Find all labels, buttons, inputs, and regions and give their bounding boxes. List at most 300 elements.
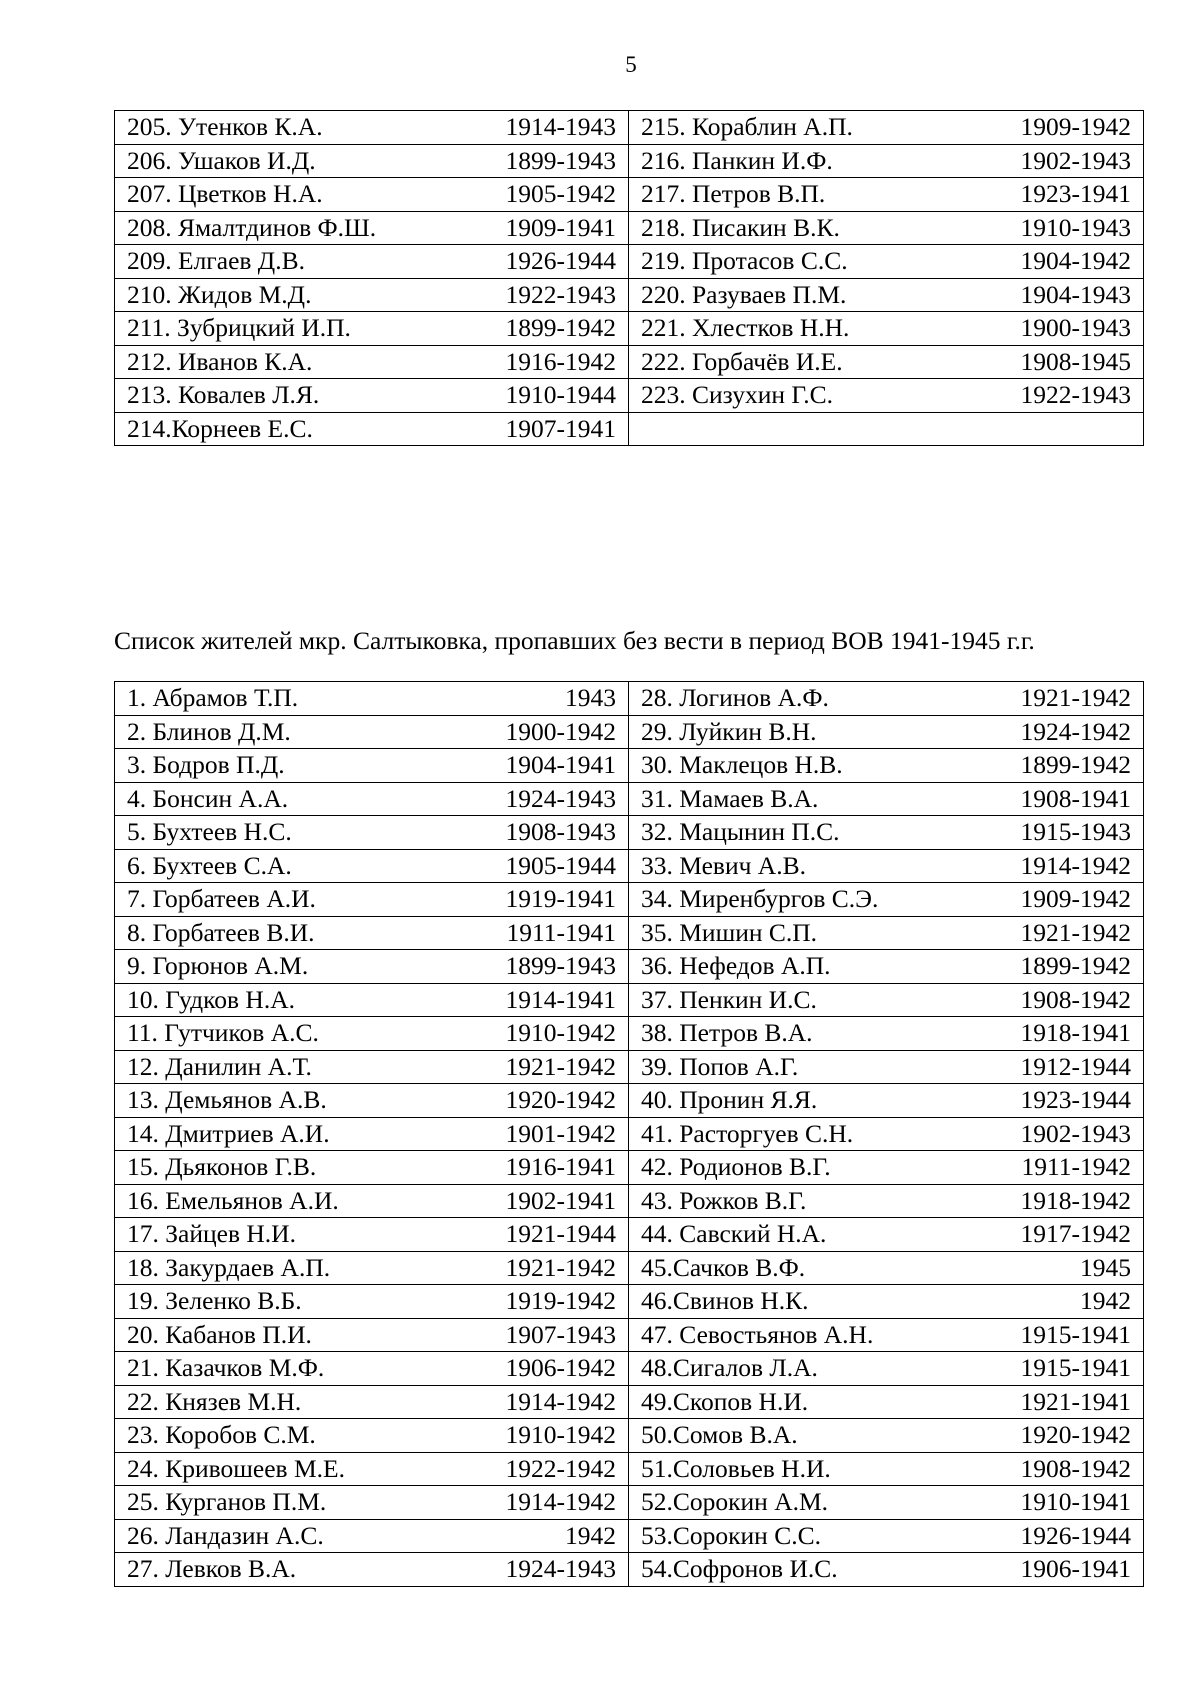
life-years: 1905-1942	[505, 179, 616, 209]
life-years: 1914-1941	[505, 984, 616, 1014]
life-years: 1906-1942	[505, 1353, 616, 1383]
table-cell	[629, 345, 1144, 379]
table-cell	[629, 1385, 1144, 1419]
person-name: 13. Демьянов А.В.	[127, 1085, 327, 1115]
person-name: 36. Нефедов А.П.	[641, 951, 831, 981]
life-years: 1908-1945	[1020, 346, 1131, 376]
person-name: 45.Сачков В.Ф.	[641, 1252, 806, 1282]
table-cell	[115, 1017, 629, 1051]
table-cell	[115, 1184, 629, 1218]
cell-content	[641, 850, 1131, 882]
table-cell	[629, 849, 1144, 883]
table-row	[115, 782, 1144, 816]
cell-content	[641, 1118, 1131, 1150]
person-name: 20. Кабанов П.И.	[127, 1319, 312, 1349]
table-cell	[629, 245, 1144, 279]
table-cell	[115, 983, 629, 1017]
person-name: 22. Князев М.Н.	[127, 1386, 302, 1416]
life-years: 1926-1944	[505, 246, 616, 276]
person-name: 9. Горюнов А.М.	[127, 951, 309, 981]
table-cell	[115, 1151, 629, 1185]
table-row	[115, 1452, 1144, 1486]
table-cell	[115, 312, 629, 346]
person-name: 54.Софронов И.С.	[641, 1554, 838, 1584]
person-name: 219. Протасов С.С.	[641, 246, 848, 276]
table-cell	[115, 849, 629, 883]
cell-content	[127, 950, 616, 982]
person-name: 21. Казачков М.Ф.	[127, 1353, 325, 1383]
table-cell	[629, 144, 1144, 178]
cell-content	[641, 1419, 1131, 1451]
table-cell	[629, 211, 1144, 245]
cell-content	[127, 1319, 616, 1351]
cell-content	[641, 1553, 1131, 1585]
table-cell	[629, 1486, 1144, 1520]
person-name: 41. Расторгуев С.Н.	[641, 1118, 854, 1148]
cell-content	[127, 178, 616, 210]
cell-content	[641, 212, 1131, 244]
cell-content	[641, 984, 1131, 1016]
table-cell	[629, 1285, 1144, 1319]
cell-content	[641, 1319, 1131, 1351]
life-years: 1926-1944	[1020, 1520, 1131, 1550]
person-name: 18. Закурдаев А.П.	[127, 1252, 331, 1282]
cell-content	[127, 1218, 616, 1250]
life-years: 1942	[565, 1520, 616, 1550]
table-row	[115, 1519, 1144, 1553]
life-years: 1909-1942	[1020, 112, 1131, 142]
section-heading: Список жителей мкр. Салтыковка, пропавших без вести в период ВОВ 1941-1945 г.г.	[114, 626, 1035, 655]
cell-content	[641, 816, 1131, 848]
cell-content	[641, 749, 1131, 781]
table-row	[115, 1285, 1144, 1319]
cell-content	[127, 346, 616, 378]
person-name: 34. Миренбургов С.Э.	[641, 884, 879, 914]
person-name: 15. Дьяконов Г.В.	[127, 1152, 317, 1182]
person-name: 207. Цветков Н.А.	[127, 179, 323, 209]
life-years: 1923-1941	[1020, 179, 1131, 209]
cell-content	[641, 1486, 1131, 1518]
table-cell	[115, 1452, 629, 1486]
person-name: 40. Пронин Я.Я.	[641, 1085, 818, 1115]
table-cell	[115, 379, 629, 413]
table-cell	[629, 983, 1144, 1017]
cell-content	[127, 1453, 616, 1485]
person-name: 46.Свинов Н.К.	[641, 1286, 809, 1316]
cell-content	[127, 379, 616, 411]
person-name: 1. Абрамов Т.П.	[127, 683, 299, 713]
table-cell	[629, 412, 1144, 446]
life-years: 1914-1942	[1020, 850, 1131, 880]
cell-content	[127, 111, 616, 143]
table-cell	[115, 782, 629, 816]
life-years: 1910-1942	[505, 1420, 616, 1450]
person-name: 4. Бонсин А.А.	[127, 783, 289, 813]
table-row	[115, 1017, 1144, 1051]
life-years: 1906-1941	[1020, 1554, 1131, 1584]
life-years: 1911-1941	[506, 917, 616, 947]
life-years: 1910-1942	[505, 1018, 616, 1048]
table-cell	[115, 1285, 629, 1319]
table-row	[115, 1117, 1144, 1151]
person-name: 31. Мамаев В.А.	[641, 783, 819, 813]
life-years: 1908-1942	[1020, 1453, 1131, 1483]
table-row	[115, 715, 1144, 749]
life-years: 1921-1942	[1020, 917, 1131, 947]
table-row	[115, 1184, 1144, 1218]
life-years: 1908-1942	[1020, 984, 1131, 1014]
cell-content	[641, 111, 1131, 143]
person-name: 42. Родионов В.Г.	[641, 1152, 831, 1182]
table-cell	[115, 1218, 629, 1252]
life-years: 1916-1941	[505, 1152, 616, 1182]
table-cell	[629, 782, 1144, 816]
person-name: 210. Жидов М.Д.	[127, 279, 312, 309]
table-cell	[629, 178, 1144, 212]
life-years: 1921-1942	[505, 1252, 616, 1282]
cell-content	[641, 379, 1131, 411]
person-name: 215. Кораблин А.П.	[641, 112, 853, 142]
cell-content	[641, 1386, 1131, 1418]
person-name: 27. Левков В.А.	[127, 1554, 297, 1584]
person-name: 37. Пенкин И.С.	[641, 984, 817, 1014]
life-years: 1924-1942	[1020, 716, 1131, 746]
cell-content	[641, 1218, 1131, 1250]
person-name: 218. Писакин В.К.	[641, 212, 840, 242]
life-years: 1915-1941	[1020, 1353, 1131, 1383]
person-name: 208. Ямалтдинов Ф.Ш.	[127, 212, 377, 242]
cell-content	[641, 1151, 1131, 1183]
table-cell	[629, 312, 1144, 346]
table-cell	[629, 1084, 1144, 1118]
life-years: 1915-1941	[1020, 1319, 1131, 1349]
person-name: 53.Сорокин С.С.	[641, 1520, 821, 1550]
table-cell	[115, 1486, 629, 1520]
cell-content	[127, 1520, 616, 1552]
person-name: 39. Попов А.Г.	[641, 1051, 799, 1081]
life-years: 1902-1943	[1020, 145, 1131, 175]
cell-content	[641, 312, 1131, 344]
cell-content	[641, 145, 1131, 177]
table-row	[115, 312, 1144, 346]
cell-content	[641, 1017, 1131, 1049]
person-name: 7. Горбатеев А.И.	[127, 884, 316, 914]
life-years: 1912-1944	[1020, 1051, 1131, 1081]
cell-content	[127, 413, 616, 445]
table-row	[115, 1251, 1144, 1285]
table-row	[115, 950, 1144, 984]
life-years: 1920-1942	[1020, 1420, 1131, 1450]
cell-content	[641, 950, 1131, 982]
life-years: 1917-1942	[1020, 1219, 1131, 1249]
life-years: 1910-1943	[1020, 212, 1131, 242]
cell-content	[127, 682, 616, 714]
table-row	[115, 1151, 1144, 1185]
table-cell	[629, 816, 1144, 850]
person-name: 44. Савский Н.А.	[641, 1219, 827, 1249]
person-name: 10. Гудков Н.А.	[127, 984, 295, 1014]
memorial-table-continued-body	[115, 111, 1144, 446]
table-row	[115, 1084, 1144, 1118]
table-cell	[115, 816, 629, 850]
person-name: 32. Мацынин П.С.	[641, 817, 840, 847]
cell-content	[127, 1185, 616, 1217]
cell-content	[127, 145, 616, 177]
person-name: 206. Ушаков И.Д.	[127, 145, 316, 175]
table-row	[115, 178, 1144, 212]
cell-content	[641, 178, 1131, 210]
table-cell	[115, 345, 629, 379]
table-row	[115, 816, 1144, 850]
table-cell	[629, 1218, 1144, 1252]
cell-content	[641, 1051, 1131, 1083]
table-cell	[115, 682, 629, 716]
table-cell	[629, 1050, 1144, 1084]
life-years: 1916-1942	[505, 346, 616, 376]
cell-content	[127, 1151, 616, 1183]
cell-content	[127, 1352, 616, 1384]
table-cell	[629, 1452, 1144, 1486]
person-name: 19. Зеленко В.Б.	[127, 1286, 302, 1316]
life-years: 1904-1942	[1020, 246, 1131, 276]
person-name: 35. Мишин С.П.	[641, 917, 818, 947]
table-cell	[115, 1553, 629, 1587]
table-cell	[115, 111, 629, 145]
life-years: 1904-1943	[1020, 279, 1131, 309]
cell-content	[641, 1453, 1131, 1485]
cell-content	[641, 783, 1131, 815]
life-years: 1902-1943	[1020, 1118, 1131, 1148]
table-cell	[629, 278, 1144, 312]
life-years: 1919-1941	[505, 884, 616, 914]
life-years: 1942	[1080, 1286, 1131, 1316]
person-name: 47. Севостьянов А.Н.	[641, 1319, 874, 1349]
person-name: 38. Петров В.А.	[641, 1018, 813, 1048]
cell-content	[127, 1386, 616, 1418]
cell-content	[641, 716, 1131, 748]
table-cell	[115, 278, 629, 312]
table-cell	[115, 211, 629, 245]
table-cell	[629, 1352, 1144, 1386]
person-name: 48.Сигалов Л.А.	[641, 1353, 818, 1383]
life-years: 1899-1942	[1020, 750, 1131, 780]
person-name: 6. Бухтеев С.А.	[127, 850, 292, 880]
table-row	[115, 345, 1144, 379]
cell-content	[127, 1486, 616, 1518]
table-row	[115, 1486, 1144, 1520]
cell-content	[127, 883, 616, 915]
life-years: 1919-1942	[505, 1286, 616, 1316]
table-cell	[629, 379, 1144, 413]
table-row	[115, 916, 1144, 950]
life-years: 1918-1942	[1020, 1185, 1131, 1215]
person-name: 30. Маклецов Н.В.	[641, 750, 843, 780]
table-cell	[115, 916, 629, 950]
life-years: 1909-1941	[505, 212, 616, 242]
person-name: 205. Утенков К.А.	[127, 112, 323, 142]
cell-content	[127, 1051, 616, 1083]
life-years: 1900-1943	[1020, 313, 1131, 343]
table-cell	[629, 1553, 1144, 1587]
table-row	[115, 1419, 1144, 1453]
cell-content	[127, 1553, 616, 1585]
person-name: 29. Луйкин В.Н.	[641, 716, 817, 746]
person-name: 212. Иванов К.А.	[127, 346, 313, 376]
table-cell	[115, 950, 629, 984]
life-years: 1918-1941	[1020, 1018, 1131, 1048]
cell-content	[127, 212, 616, 244]
cell-content	[641, 1352, 1131, 1384]
person-name: 52.Сорокин А.М.	[641, 1487, 829, 1517]
table-cell	[629, 1318, 1144, 1352]
table-row	[115, 379, 1144, 413]
cell-content	[127, 279, 616, 311]
person-name: 28. Логинов А.Ф.	[641, 683, 829, 713]
life-years: 1922-1943	[1020, 380, 1131, 410]
person-name: 209. Елгаев Д.В.	[127, 246, 305, 276]
cell-content	[127, 816, 616, 848]
table-row	[115, 1352, 1144, 1386]
cell-content	[127, 850, 616, 882]
person-name: 223. Сизухин Г.С.	[641, 380, 833, 410]
person-name: 216. Панкин И.Ф.	[641, 145, 833, 175]
life-years: 1910-1941	[1020, 1487, 1131, 1517]
person-name: 8. Горбатеев В.И.	[127, 917, 315, 947]
table-cell	[629, 916, 1144, 950]
table-row	[115, 1050, 1144, 1084]
cell-content	[641, 1252, 1131, 1284]
life-years: 1914-1942	[505, 1487, 616, 1517]
life-years: 1922-1943	[505, 279, 616, 309]
cell-content	[641, 1520, 1131, 1552]
life-years: 1902-1941	[505, 1185, 616, 1215]
life-years: 1911-1942	[1021, 1152, 1131, 1182]
life-years: 1945	[1080, 1252, 1131, 1282]
missing-persons-table-body	[115, 682, 1144, 1587]
cell-content	[127, 783, 616, 815]
table-row	[115, 1553, 1144, 1587]
life-years: 1921-1942	[1020, 683, 1131, 713]
life-years: 1901-1942	[505, 1118, 616, 1148]
life-years: 1907-1941	[505, 413, 616, 443]
table-cell	[629, 749, 1144, 783]
person-name: 11. Гутчиков А.С.	[127, 1018, 319, 1048]
table-cell	[629, 1251, 1144, 1285]
table-row	[115, 111, 1144, 145]
table-cell	[115, 144, 629, 178]
person-name: 16. Емельянов А.И.	[127, 1185, 339, 1215]
table-cell	[115, 1519, 629, 1553]
life-years: 1908-1943	[505, 817, 616, 847]
life-years: 1910-1944	[505, 380, 616, 410]
table-cell	[629, 715, 1144, 749]
table-row	[115, 412, 1144, 446]
table-cell	[629, 1184, 1144, 1218]
person-name: 25. Курганов П.М.	[127, 1487, 327, 1517]
cell-content	[127, 1084, 616, 1116]
life-years: 1899-1943	[505, 951, 616, 981]
person-name: 23. Коробов С.М.	[127, 1420, 316, 1450]
life-years: 1943	[565, 683, 616, 713]
life-years: 1923-1944	[1020, 1085, 1131, 1115]
life-years: 1921-1944	[505, 1219, 616, 1249]
life-years: 1905-1944	[505, 850, 616, 880]
table-cell	[629, 1017, 1144, 1051]
cell-content	[641, 245, 1131, 277]
life-years: 1899-1943	[505, 145, 616, 175]
person-name: 33. Мевич А.В.	[641, 850, 806, 880]
person-name: 24. Кривошеев М.Е.	[127, 1453, 345, 1483]
life-years: 1907-1943	[505, 1319, 616, 1349]
person-name: 2. Блинов Д.М.	[127, 716, 291, 746]
person-name: 49.Скопов Н.И.	[641, 1386, 809, 1416]
table-cell	[115, 1050, 629, 1084]
life-years: 1908-1941	[1020, 783, 1131, 813]
person-name: 43. Рожков В.Г.	[641, 1185, 807, 1215]
table-row	[115, 1385, 1144, 1419]
table-cell	[115, 1251, 629, 1285]
table-cell	[115, 1318, 629, 1352]
life-years: 1921-1942	[505, 1051, 616, 1081]
cell-content	[127, 1118, 616, 1150]
cell-content	[641, 682, 1131, 714]
life-years: 1900-1942	[505, 716, 616, 746]
table-cell	[629, 1151, 1144, 1185]
person-name: 26. Ландазин А.С.	[127, 1520, 324, 1550]
person-name: 222. Горбачёв И.Е.	[641, 346, 843, 376]
table-row	[115, 749, 1144, 783]
table-cell	[115, 1352, 629, 1386]
person-name: 51.Соловьев Н.И.	[641, 1453, 831, 1483]
person-name: 220. Разуваев П.М.	[641, 279, 847, 309]
cell-content	[127, 1285, 616, 1317]
cell-content	[127, 917, 616, 949]
table-cell	[629, 883, 1144, 917]
life-years: 1924-1943	[505, 783, 616, 813]
table-row	[115, 245, 1144, 279]
life-years: 1899-1942	[1020, 951, 1131, 981]
table-row	[115, 211, 1144, 245]
table-cell	[629, 950, 1144, 984]
cell-content	[127, 1017, 616, 1049]
life-years: 1914-1942	[505, 1386, 616, 1416]
person-name: 12. Данилин А.Т.	[127, 1051, 312, 1081]
cell-content	[641, 1285, 1131, 1317]
table-cell	[629, 1419, 1144, 1453]
cell-content	[641, 883, 1131, 915]
table-cell	[115, 883, 629, 917]
table-row	[115, 144, 1144, 178]
cell-content	[641, 346, 1131, 378]
table-row	[115, 278, 1144, 312]
person-name: 17. Зайцев Н.И.	[127, 1219, 296, 1249]
table-cell	[115, 178, 629, 212]
life-years: 1915-1943	[1020, 817, 1131, 847]
life-years: 1921-1941	[1020, 1386, 1131, 1416]
missing-persons-table	[114, 681, 1144, 1587]
memorial-table-continued	[114, 110, 1144, 446]
table-cell	[115, 1419, 629, 1453]
cell-content	[127, 312, 616, 344]
person-name: 211. Зубрицкий И.П.	[127, 313, 351, 343]
person-name: 3. Бодров П.Д.	[127, 750, 285, 780]
life-years: 1909-1942	[1020, 884, 1131, 914]
table-cell	[629, 111, 1144, 145]
cell-content	[641, 917, 1131, 949]
table-cell	[115, 1117, 629, 1151]
table-cell	[629, 1519, 1144, 1553]
cell-content	[127, 716, 616, 748]
